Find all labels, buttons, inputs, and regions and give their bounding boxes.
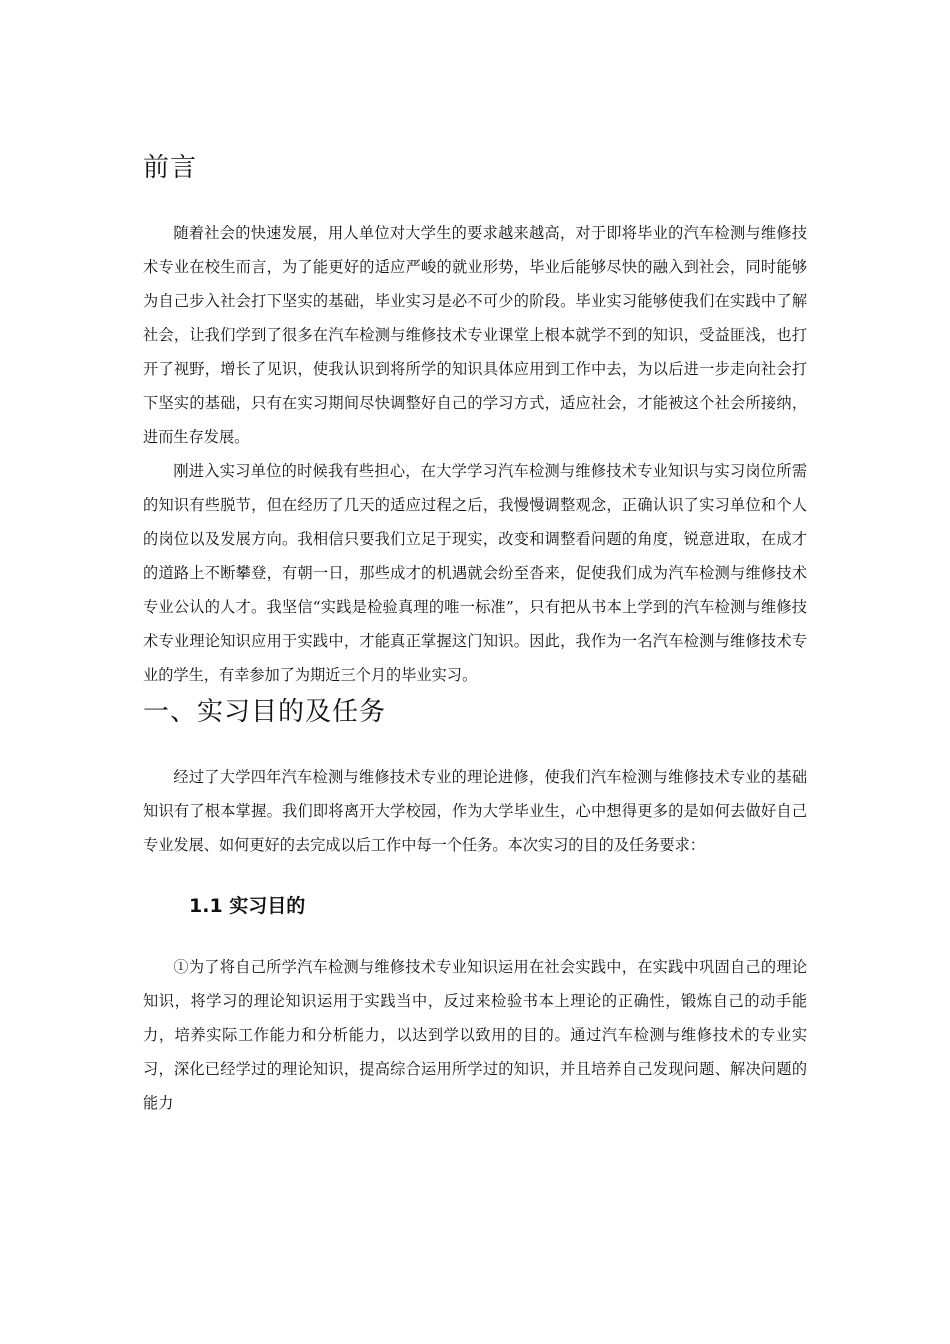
spacer [143, 188, 807, 216]
spacer [143, 862, 807, 888]
spacer [143, 732, 807, 760]
spacer [143, 924, 807, 950]
preface-paragraph-2: 刚进入实习单位的时候我有些担心，在大学学习汽车检测与维修技术专业知识与实习岗位所需的知识有些脱节，但在经历了几天的适应过程之后，我慢慢调整观念，正确认识了实习单位和个人的岗位以及发展方向。我相信只要我们立足于现实，改变和调整看问题的角度，锐意进取，在成才的道路上不断攀登，有朝一日，那些成才的机遇就会纷至沓来，促使我们成为汽车检测与维修技术专业公认的人才。我坚信“实践是检验真理的唯一标准”，只有把从书本上学到的汽车检测与维修技术专业理论知识应用于实践中，才能真正掌握这门知识。因此，我作为一名汽车检测与维修技术专业的学生，有幸参加了为期近三个月的毕业实习。 [143, 462, 807, 684]
document-body [143, 148, 807, 1120]
preface-paragraph-1: 随着社会的快速发展，用人单位对大学生的要求越来越高，对于即将毕业的汽车检测与维修技术专业在校生而言，为了能更好的适应严峻的就业形势，毕业后能够尽快的融入到社会，同时能够为自己步入社会打下坚实的基础，毕业实习是必不可少的阶段。毕业实习能够使我们在实践中了解社会，让我们学到了很多在汽车检测与维修技术专业课堂上根本就学不到的知识，受益匪浅，也打开了视野，增长了见识，使我认识到将所学的知识具体应用到工作中去，为以后进一步走向社会打下坚实的基础，只有在实习期间尽快调整好自己的学习方式，适应社会，才能被这个社会所接纳，进而生存发展。 [143, 224, 807, 446]
section-1-paragraph: 经过了大学四年汽车检测与维修技术专业的理论进修，使我们汽车检测与维修技术专业的基础知识有了根本掌握。我们即将离开大学校园，作为大学毕业生，心中想得更多的是如何去做好自己专业发展、如何更好的去完成以后工作中每一个任务。本次实习的目的及任务要求： [143, 768, 807, 854]
preface-heading: 前言 [143, 153, 198, 183]
section-1-heading: 一、实习目的及任务 [143, 697, 387, 727]
section-1-1-heading: 1.1 实习目的 [189, 895, 306, 917]
section-1-1-paragraph: ①为了将自己所学汽车检测与维修技术专业知识运用在社会实践中，在实践中巩固自己的理论知识，将学习的理论知识运用于实践当中，反过来检验书本上理论的正确性，锻炼自己的动手能力，培养实际工作能力和分析能力，以达到学以致用的目的。通过汽车检测与维修技术的专业实习，深化已经学过的理论知识，提高综合运用所学过的知识，并且培养自己发现问题、解决问题的能力 [143, 958, 807, 1112]
